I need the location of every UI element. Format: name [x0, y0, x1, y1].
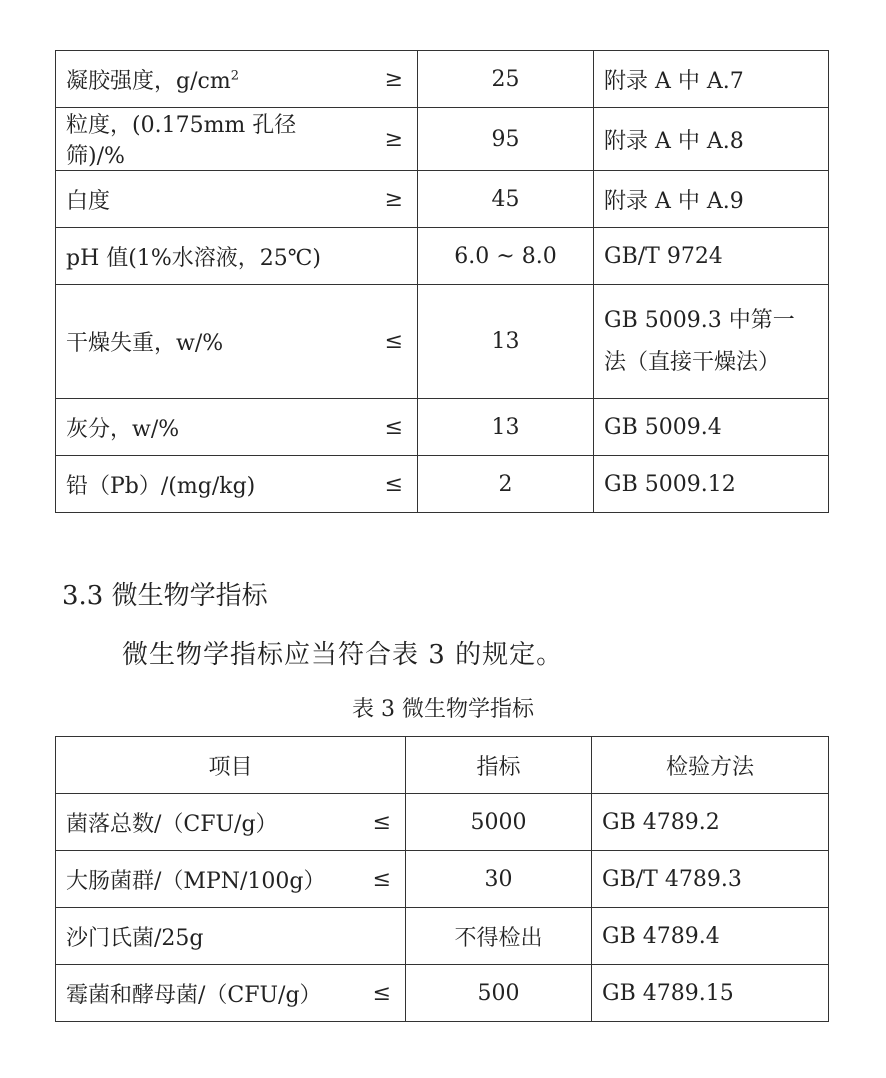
- method-cell: 附录 A 中 A.9: [594, 171, 829, 228]
- method-line-1: GB 5009.3 中第一: [604, 307, 795, 333]
- table-row: [56, 399, 829, 456]
- relation-cell: ≤: [345, 794, 406, 851]
- item-cell: 白度: [56, 171, 359, 228]
- value-cell: 45: [418, 171, 594, 228]
- value-cell: 95: [418, 108, 594, 171]
- table-row: [56, 51, 829, 108]
- value-cell: 30: [406, 851, 592, 908]
- item-cell: 灰分，w/%: [56, 399, 359, 456]
- relation-cell: ≥: [359, 108, 418, 171]
- relation-cell: ≤: [345, 851, 406, 908]
- method-line-2: 法（直接干燥法）: [604, 349, 781, 375]
- method-cell: 附录 A 中 A.7: [594, 51, 829, 108]
- table-row: [56, 965, 829, 1022]
- table-row: [56, 228, 829, 285]
- method-cell: GB/T 9724: [594, 228, 829, 285]
- item-cell: 凝胶强度，$g/cm^2$: [56, 51, 359, 108]
- table-row: [56, 851, 829, 908]
- value-cell: 不得检出: [406, 908, 592, 965]
- header-value: 指标: [406, 737, 592, 794]
- item-cell: 菌落总数/（CFU/g）: [56, 794, 345, 851]
- method-cell: GB 4789.4: [592, 908, 829, 965]
- method-cell: GB 4789.2: [592, 794, 829, 851]
- table-row: [56, 171, 829, 228]
- item-cell: 铅（Pb）/(mg/kg): [56, 456, 359, 513]
- method-cell: GB 5009.4: [594, 399, 829, 456]
- item-cell: 大肠菌群/（MPN/100g）: [56, 851, 345, 908]
- value-cell: 13: [418, 399, 594, 456]
- table-header-row: [56, 737, 829, 794]
- method-cell: GB/T 4789.3: [592, 851, 829, 908]
- table-row: [56, 285, 829, 399]
- header-method: 检验方法: [592, 737, 829, 794]
- value-cell: 6.0 ~ 8.0: [418, 228, 594, 285]
- table-row: [56, 908, 829, 965]
- value-cell: 2: [418, 456, 594, 513]
- relation-cell: ≥: [359, 51, 418, 108]
- item-cell: 粒度，(0.175mm 孔径筛)/%: [56, 108, 359, 171]
- method-cell: GB 4789.15: [592, 965, 829, 1022]
- value-cell: 5000: [406, 794, 592, 851]
- microbiological-table: [55, 736, 829, 1022]
- relation-cell: ≤: [345, 965, 406, 1022]
- header-item: 项目: [56, 737, 406, 794]
- method-cell: GB 5009.12: [594, 456, 829, 513]
- relation-cell: ≥: [359, 171, 418, 228]
- physicochemical-table: [55, 50, 829, 513]
- table-caption: 表 3 微生物学指标: [352, 697, 534, 722]
- table-row: [56, 794, 829, 851]
- method-cell: 附录 A 中 A.8: [594, 108, 829, 171]
- value-cell: 13: [418, 285, 594, 399]
- item-cell: 沙门氏菌/25g: [56, 908, 406, 965]
- table-row: [56, 108, 829, 171]
- value-cell: 500: [406, 965, 592, 1022]
- value-cell: 25: [418, 51, 594, 108]
- section-heading: 3.3 微生物学指标: [62, 581, 268, 611]
- relation-cell: ≤: [359, 285, 418, 399]
- relation-cell: ≤: [359, 399, 418, 456]
- method-cell: [594, 285, 829, 399]
- relation-cell: ≤: [359, 456, 418, 513]
- item-cell: 霉菌和酵母菌/（CFU/g）: [56, 965, 345, 1022]
- section-paragraph: 微生物学指标应当符合表 3 的规定。: [122, 640, 564, 670]
- item-cell: pH 值(1%水溶液，25℃): [56, 228, 418, 285]
- table-row: [56, 456, 829, 513]
- item-cell: 干燥失重，w/%: [56, 285, 359, 399]
